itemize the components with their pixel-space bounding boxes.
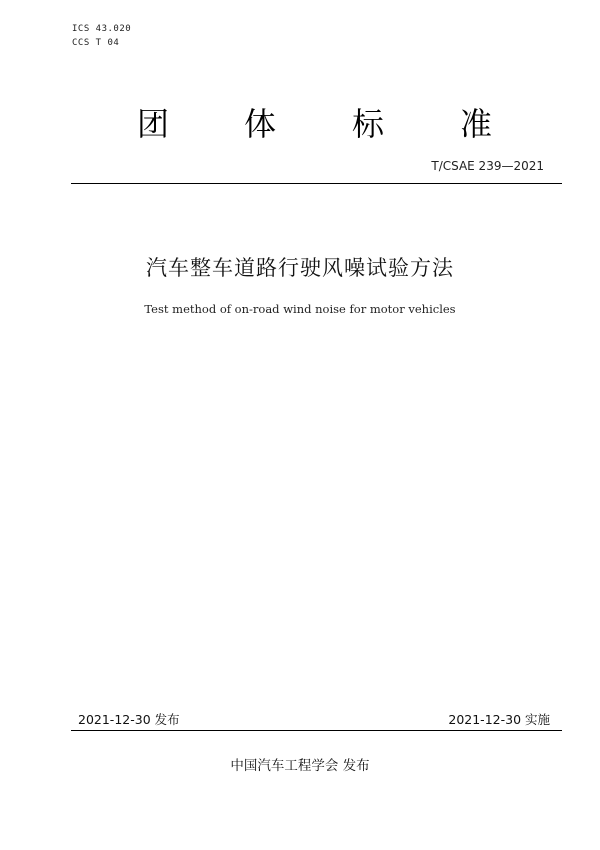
- top-divider: [71, 183, 562, 184]
- issue-date: 2021-12-30 发布: [78, 712, 180, 727]
- ics-code: ICS 43.020: [72, 24, 132, 34]
- ccs-code: CCS T 04: [72, 38, 120, 48]
- implementation-date: 2021-12-30 实施: [448, 712, 550, 727]
- standard-type-heading: [0, 104, 600, 148]
- standard-type-char: 准: [460, 105, 493, 143]
- bottom-divider: [71, 730, 562, 731]
- publisher: 中国汽车工程学会 发布: [230, 758, 370, 774]
- standard-code: T/CSAE 239—2021: [431, 159, 544, 173]
- classification-codes: [72, 22, 131, 50]
- standard-type-char: 团: [137, 105, 170, 143]
- document-title-en: Test method of on-road wind noise for motor vehicles: [144, 302, 456, 316]
- standard-type-char: 体: [244, 105, 277, 143]
- document-title-cn: 汽车整车道路行驶风噪试验方法: [146, 256, 454, 280]
- standard-type-char: 标: [352, 105, 385, 143]
